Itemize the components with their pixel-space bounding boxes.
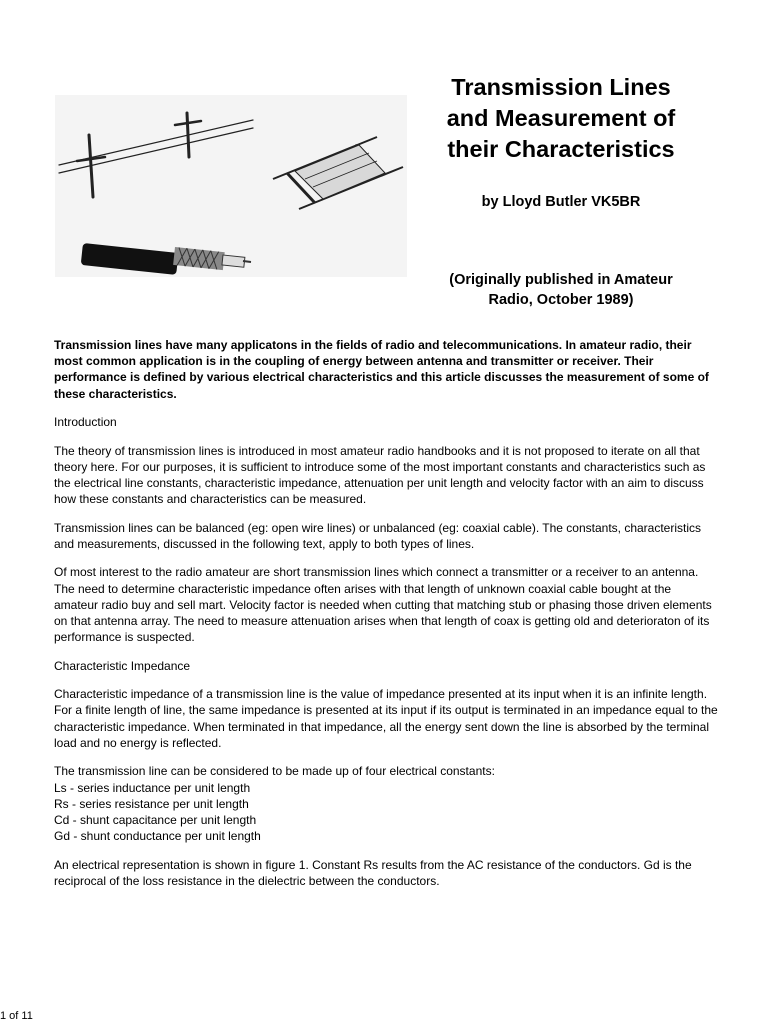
- article-body: [54, 337, 718, 901]
- section-heading-introduction: Introduction: [54, 415, 117, 430]
- constant-item-gd: Gd - shunt conductance per unit length: [54, 829, 261, 844]
- impedance-paragraph-1: Characteristic impedance of a transmission line is the value of impedance presented at its input when it is an infinite length. For a finite length of line, the same impedance is presented at its input if its output is terminated in an impedance equal to the characteristic impedance. When terminated in that impedance, all the energy sent down the line is absorbed by the terminal load and no energy is reflected.: [54, 687, 718, 750]
- abstract-paragraph: Transmission lines have many applicatons in the fields of radio and telecommunications. In amateur radio, their most common application is in the coupling of energy between antenna and transmitter or receiver. Their performance is defined by various electrical characteristics and this article discusses the measurement of some of these characteristics.: [54, 338, 709, 401]
- intro-paragraph-3: Of most interest to the radio amateur are short transmission lines which connect a transmitter or a receiver to an antenna. The need to determine characteristic impedance often arises with that length of unknown coaxial cable bought at the amateur radio buy and sell mart. Velocity factor is needed when cutting that matching stub or phasing those driven elements on that antenna array. The need to measure attenuation arises when that length of coax is getting old and deterioraton of its performance is suspected.: [54, 565, 712, 645]
- transmission-line-illustration: [55, 95, 407, 277]
- publication-note: [414, 270, 708, 310]
- constant-item-ls: Ls - series inductance per unit length: [54, 780, 251, 795]
- pub-note-line-2: Radio, October 1989): [488, 292, 634, 308]
- impedance-paragraph-2: The transmission line can be considered to be made up of four electrical constants:: [54, 764, 495, 779]
- intro-paragraph-1: The theory of transmission lines is introduced in most amateur radio handbooks and it is not proposed to iterate on all that theory here. For our purposes, it is sufficient to introduce some of the most important constants and characteristics such as the electrical line constants, characteristic impedance, attenuation per unit length and velocity factor with an aim to discuss how these constants and characteristics can be measured.: [54, 443, 706, 507]
- page-number: 1 of 11: [0, 1010, 33, 1022]
- title-line-1: Transmission Lines: [451, 74, 671, 100]
- article-title: [414, 72, 708, 165]
- title-line-3: their Characteristics: [447, 136, 675, 162]
- constant-item-rs: Rs - series resistance per unit length: [54, 796, 249, 811]
- author-byline: by Lloyd Butler VK5BR: [481, 194, 641, 210]
- impedance-closing-paragraph: An electrical representation is shown in figure 1. Constant Rs results from the AC resistance of the conductors. Gd is the reciprocal of the loss resistance in the dielectric between the conductors.: [54, 857, 692, 888]
- pub-note-line-1: (Originally published in Amateur: [449, 272, 673, 288]
- constant-item-cd: Cd - shunt capacitance per unit length: [54, 812, 257, 827]
- title-line-2: and Measurement of: [446, 105, 676, 131]
- intro-paragraph-2: Transmission lines can be balanced (eg: open wire lines) or unbalanced (eg: coaxial cable). The constants, characteristics and measurements, discussed in the following text, apply to both types of lines.: [54, 520, 702, 551]
- electrical-constants-list: [54, 780, 718, 845]
- section-heading-characteristic-impedance: Characteristic Impedance: [54, 658, 191, 673]
